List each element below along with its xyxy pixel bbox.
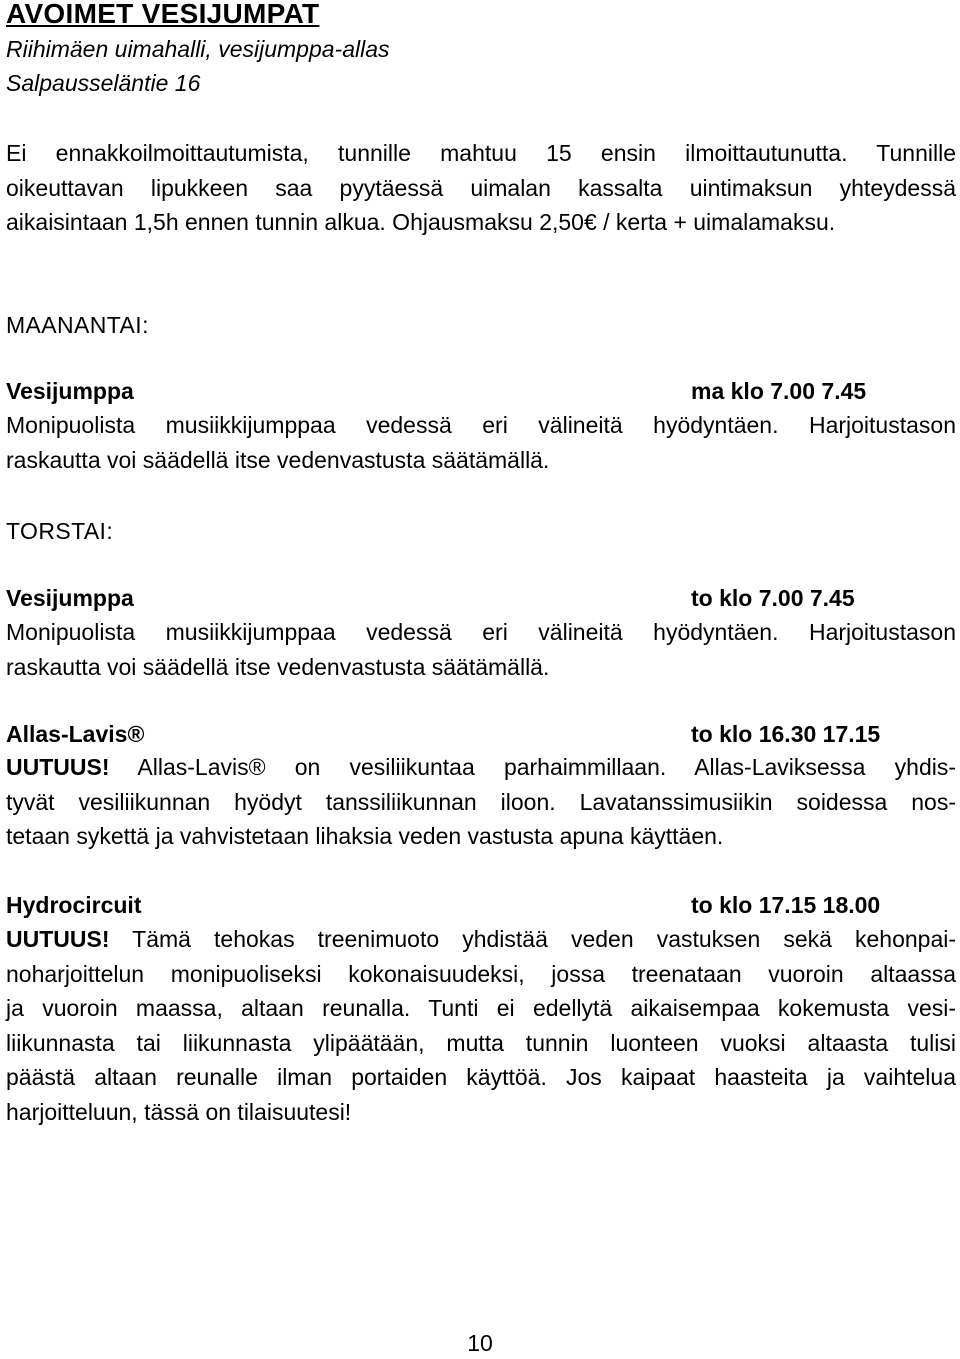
description-line: tyvät vesiliikunnan hyödyt tanssiliikunnan iloon. Lavatanssimusiikin soidessa nos- — [6, 788, 956, 815]
class-name: Vesijumppa — [6, 378, 134, 404]
address-line: Salpausseläntie 16 — [6, 70, 201, 96]
description-line: raskautta voi säädellä itse vedenvastusta säätämällä. — [6, 653, 550, 680]
location-line: Riihimäen uimahalli, vesijumppa-allas — [6, 36, 390, 62]
thursday-vesijumppa-row — [6, 585, 956, 615]
intro-line: aikaisintaan 1,5h ennen tunnin alkua. Ohjausmaksu 2,50€ / kerta + uimalamaksu. — [6, 209, 836, 235]
description-line: noharjoittelun monipuoliseksi kokonaisuudeksi, jossa treenataan vuoroin altaassa — [6, 960, 956, 987]
description-line: ja vuoroin maassa, altaan reunalla. Tunti ei edellytä aikaisempaa kokemusta vesi- — [6, 995, 956, 1021]
monday-description — [6, 408, 956, 477]
class-time: ma klo 7.00 7.45 — [691, 378, 867, 404]
intro-line: Ei ennakkoilmoittautumista, tunnille mahtuu 15 ensin ilmoittautunutta. Tunnille — [6, 140, 956, 166]
description-line: harjoitteluun, tässä on tilaisuutesi! — [6, 1098, 352, 1125]
intro-paragraph — [6, 136, 956, 240]
class-time: to klo 7.00 7.45 — [691, 585, 855, 611]
intro-line: oikeuttavan lipukkeen saa pyytäessä uimalan kassalta uintimaksun yhteydessä — [6, 174, 956, 201]
page-number: 10 — [467, 1330, 493, 1356]
description-line: Monipuolista musiikkijumppaa vedessä eri välineitä hyödyntäen. Harjoitustason — [6, 412, 956, 438]
allas-lavis-row — [6, 721, 956, 751]
description-text: Tämä tehokas treenimuoto yhdistää veden vastuksen sekä kehonpai- — [109, 926, 956, 952]
allas-lavis-description — [6, 750, 956, 854]
page-title: AVOIMET VESIJUMPAT — [6, 0, 320, 29]
description-line: Monipuolista musiikkijumppaa vedessä eri välineitä hyödyntäen. Harjoitustason — [6, 619, 956, 645]
thursday-vesijumppa-description — [6, 615, 956, 684]
class-name: Vesijumppa — [6, 585, 134, 611]
description-line — [6, 750, 956, 785]
description-text: Allas-Lavis® on vesiliikuntaa parhaimmillaan. Allas-Laviksessa yhdis- — [109, 754, 956, 780]
thursday-heading: TORSTAI: — [6, 518, 114, 544]
description-line — [6, 922, 956, 957]
hydrocircuit-description — [6, 922, 956, 1129]
description-line: raskautta voi säädellä itse vedenvastusta säätämällä. — [6, 446, 550, 473]
new-label: UUTUUS! — [6, 926, 110, 952]
monday-vesijumppa-row — [6, 378, 956, 408]
class-time: to klo 17.15 18.00 — [691, 892, 881, 918]
class-name: Allas-Lavis® — [6, 721, 145, 747]
class-name: Hydrocircuit — [6, 892, 142, 918]
new-label: UUTUUS! — [6, 754, 110, 780]
class-time: to klo 16.30 17.15 — [691, 721, 881, 747]
description-line: päästä altaan reunalle ilman portaiden käyttöä. Jos kaipaat haasteita ja vaihtelua — [6, 1064, 956, 1090]
monday-heading: MAANANTAI: — [6, 312, 149, 338]
description-line: tetaan sykettä ja vahvistetaan lihaksia veden vastusta apuna käyttäen. — [6, 823, 724, 849]
description-line: liikunnasta tai liikunnasta ylipäätään, mutta tunnin luonteen vuoksi altaasta tulisi — [6, 1029, 956, 1056]
hydrocircuit-row — [6, 892, 956, 922]
